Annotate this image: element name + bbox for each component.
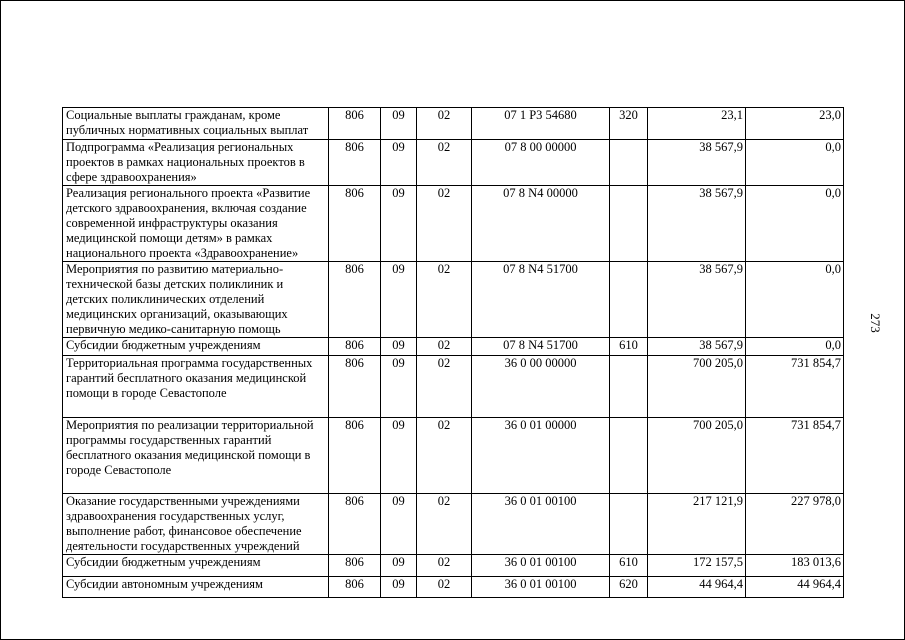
amount-year-1: 38 567,9 [648, 186, 746, 262]
row-description: Оказание государственными учреждениями здравоохранения государственных услуг, выполнение работ, финансовое обеспечение деятельности государственных учреждений [63, 494, 329, 555]
amount-year-1: 38 567,9 [648, 262, 746, 338]
target-item-code: 07 8 N4 51700 [472, 262, 610, 338]
ministry-code: 806 [329, 338, 381, 356]
row-description: Социальные выплаты гражданам, кроме публичных нормативных социальных выплат [63, 108, 329, 140]
amount-year-2: 0,0 [746, 262, 844, 338]
row-description: Реализация регионального проекта «Развитие детского здравоохранения, включая создание современной инфраструктуры оказания медицинской помощи детям» в рамках национального проекта «Здравоохранение» [63, 186, 329, 262]
amount-year-2: 0,0 [746, 186, 844, 262]
ministry-code: 806 [329, 108, 381, 140]
amount-year-1: 217 121,9 [648, 494, 746, 555]
subsection-code: 02 [417, 338, 472, 356]
target-item-code: 07 8 N4 51700 [472, 338, 610, 356]
subsection-code: 02 [417, 555, 472, 577]
table-row [63, 108, 844, 140]
expense-type-code [610, 262, 648, 338]
amount-year-1: 23,1 [648, 108, 746, 140]
section-code: 09 [381, 555, 417, 577]
section-code: 09 [381, 108, 417, 140]
amount-year-2: 731 854,7 [746, 356, 844, 418]
ministry-code: 806 [329, 140, 381, 186]
ministry-code: 806 [329, 418, 381, 494]
expense-type-code: 610 [610, 555, 648, 577]
section-code: 09 [381, 577, 417, 598]
target-item-code: 36 0 01 00100 [472, 555, 610, 577]
target-item-code: 07 8 N4 00000 [472, 186, 610, 262]
expense-type-code [610, 356, 648, 418]
section-code: 09 [381, 494, 417, 555]
table-row [63, 338, 844, 356]
table-row [63, 262, 844, 338]
amount-year-2: 227 978,0 [746, 494, 844, 555]
expense-type-code [610, 418, 648, 494]
expense-type-code [610, 494, 648, 555]
subsection-code: 02 [417, 577, 472, 598]
amount-year-1: 700 205,0 [648, 418, 746, 494]
amount-year-1: 44 964,4 [648, 577, 746, 598]
subsection-code: 02 [417, 494, 472, 555]
amount-year-1: 38 567,9 [648, 338, 746, 356]
section-code: 09 [381, 418, 417, 494]
table-row [63, 555, 844, 577]
expense-type-code [610, 186, 648, 262]
subsection-code: 02 [417, 108, 472, 140]
amount-year-1: 172 157,5 [648, 555, 746, 577]
subsection-code: 02 [417, 186, 472, 262]
row-description: Подпрограмма «Реализация региональных проектов в рамках национальных проектов в сфере здравоохранения» [63, 140, 329, 186]
section-code: 09 [381, 262, 417, 338]
expense-type-code: 610 [610, 338, 648, 356]
ministry-code: 806 [329, 186, 381, 262]
amount-year-1: 700 205,0 [648, 356, 746, 418]
row-description: Территориальная программа государственных гарантий бесплатного оказания медицинской помощи в городе Севастополе [63, 356, 329, 418]
amount-year-2: 0,0 [746, 140, 844, 186]
target-item-code: 07 8 00 00000 [472, 140, 610, 186]
row-description: Субсидии автономным учреждениям [63, 577, 329, 598]
ministry-code: 806 [329, 356, 381, 418]
target-item-code: 36 0 01 00000 [472, 418, 610, 494]
target-item-code: 36 0 00 00000 [472, 356, 610, 418]
row-description: Мероприятия по реализации территориальной программы государственных гарантий бесплатного оказания медицинской помощи в городе Севастополе [63, 418, 329, 494]
expense-type-code: 620 [610, 577, 648, 598]
amount-year-2: 0,0 [746, 338, 844, 356]
ministry-code: 806 [329, 577, 381, 598]
subsection-code: 02 [417, 262, 472, 338]
amount-year-2: 183 013,6 [746, 555, 844, 577]
row-description: Мероприятия по развитию материально-технической базы детских поликлиник и детских поликлинических отделений медицинских организаций, оказывающих первичную медико-санитарную помощь [63, 262, 329, 338]
expense-type-code: 320 [610, 108, 648, 140]
amount-year-2: 44 964,4 [746, 577, 844, 598]
table-row [63, 356, 844, 418]
amount-year-1: 38 567,9 [648, 140, 746, 186]
target-item-code: 36 0 01 00100 [472, 577, 610, 598]
subsection-code: 02 [417, 418, 472, 494]
section-code: 09 [381, 186, 417, 262]
ministry-code: 806 [329, 262, 381, 338]
ministry-code: 806 [329, 555, 381, 577]
target-item-code: 36 0 01 00100 [472, 494, 610, 555]
section-code: 09 [381, 140, 417, 186]
subsection-code: 02 [417, 356, 472, 418]
subsection-code: 02 [417, 140, 472, 186]
table-row [63, 418, 844, 494]
ministry-code: 806 [329, 494, 381, 555]
expense-type-code [610, 140, 648, 186]
target-item-code: 07 1 P3 54680 [472, 108, 610, 140]
table-row [63, 186, 844, 262]
section-code: 09 [381, 356, 417, 418]
table-row [63, 494, 844, 555]
budget-table [62, 107, 844, 598]
page-number: 273 [868, 313, 883, 333]
amount-year-2: 23,0 [746, 108, 844, 140]
table-row [63, 577, 844, 598]
section-code: 09 [381, 338, 417, 356]
amount-year-2: 731 854,7 [746, 418, 844, 494]
table-row [63, 140, 844, 186]
row-description: Субсидии бюджетным учреждениям [63, 338, 329, 356]
row-description: Субсидии бюджетным учреждениям [63, 555, 329, 577]
